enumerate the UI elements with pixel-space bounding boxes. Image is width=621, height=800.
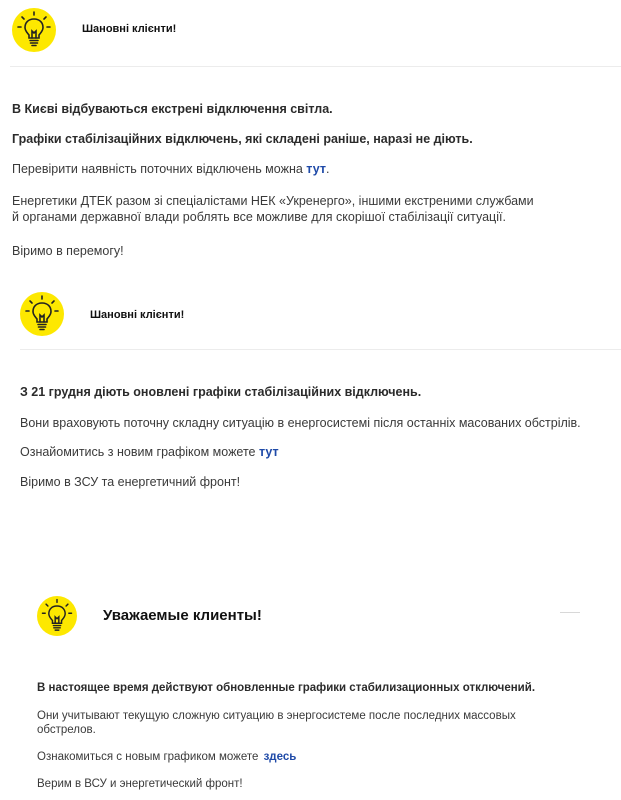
lightbulb-icon (12, 8, 56, 52)
block2-schedule-link[interactable]: тут (258, 445, 279, 459)
block2-divider (20, 349, 621, 350)
block1-header: Шановні клієнти! (82, 23, 177, 35)
block3-schedule-link[interactable]: здесь (263, 751, 297, 763)
block1-check-link[interactable]: тут (306, 162, 326, 176)
block1-para3-text: Перевірити наявність поточних відключень можна (12, 162, 307, 176)
block1-para3 (12, 162, 329, 176)
block2-para2: Вони враховують поточну складну ситуацію в енергосистемі після останніх масованих обстрілів. (20, 416, 581, 430)
block1-para4-line1: Енергетики ДТЕК разом зі спеціалістами НЕК «Укренерго», іншими екстреними службами (12, 194, 534, 208)
block2-header: Шановні клієнти! (90, 309, 185, 321)
lightbulb-icon (20, 292, 64, 336)
block1-para4-line2: й органами державної влади роблять все можливе для скорішої стабілізації ситуації. (12, 210, 506, 224)
block3-divider (560, 612, 580, 613)
block3-para2-line2: обстрелов. (37, 724, 96, 736)
block2-para3-text: Ознайомитись з новим графіком можете (20, 445, 259, 459)
lightbulb-icon (37, 596, 77, 636)
block1-para1: В Києві відбуваються екстрені відключення світла. (12, 102, 333, 116)
block1-para5: Віримо в перемогу! (12, 244, 124, 258)
block3-para3-text: Ознакомиться с новым графиком можете (37, 751, 262, 763)
block2-para4: Віримо в ЗСУ та енергетичний фронт! (20, 475, 241, 489)
block3-para4: Верим в ВСУ и энергетический фронт! (37, 778, 243, 790)
block1-para2: Графіки стабілізаційних відключень, які складені раніше, наразі не діють. (12, 132, 473, 146)
block2-para1: З 21 грудня діють оновлені графіки стабілізаційних відключень. (20, 385, 422, 399)
block2-para3 (20, 445, 279, 459)
block3-header: Уважаемые клиенты! (103, 607, 262, 624)
block1-para3-end: . (325, 162, 330, 176)
block1-divider (10, 66, 621, 67)
block3-para2-line1: Они учитывают текущую сложную ситуацию в энергосистеме после последних массовых (37, 710, 516, 722)
block3-para3 (37, 751, 296, 763)
block3-para1: В настоящее время действуют обновленные графики стабилизационных отключений. (37, 682, 536, 694)
